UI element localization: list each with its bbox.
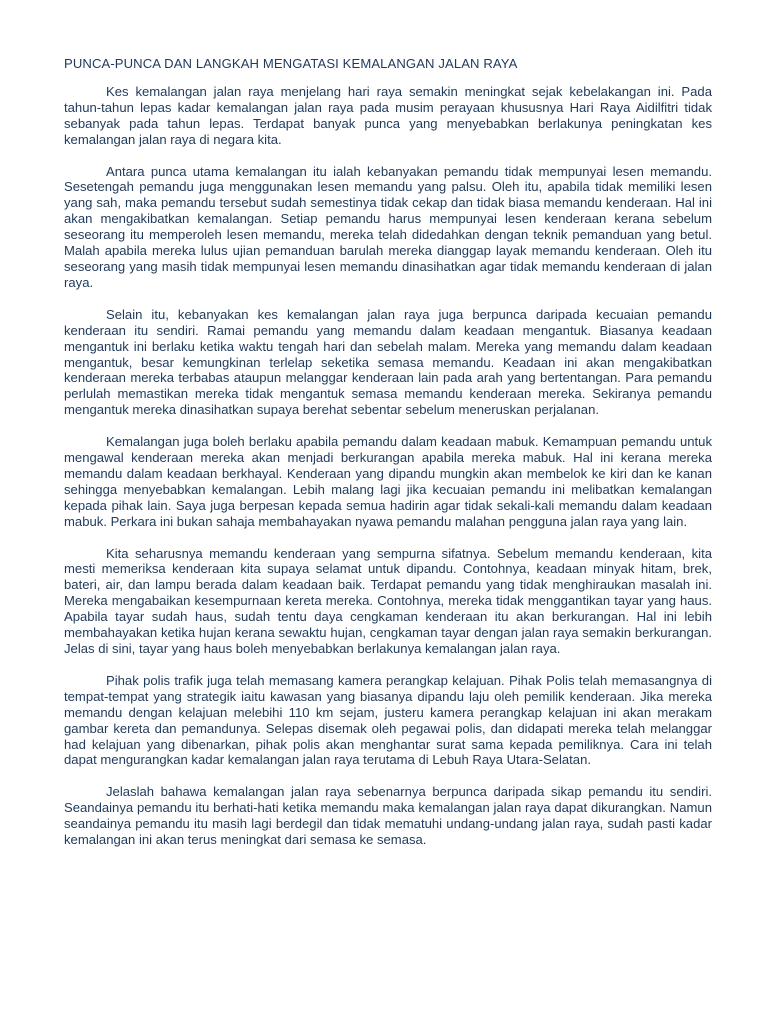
paragraph-driving-license: Antara punca utama kemalangan itu ialah kebanyakan pemandu tidak mempunyai lesen memandu. Sesetengah pemandu juga menggunakan lesen memandu yang palsu. Oleh itu, apabila tidak memiliki lesen yang sah, maka pemandu tersebut sudah semestinya tidak cekap dan tidak biasa memandu kenderaan. Hal ini akan mengakibatkan kemalangan. Setiap pemandu harus mempunyai lesen kenderaan kerana sebelum seseorang itu memperoleh lesen memandu, mereka telah didedahkan dengan teknik pemanduan yang betul. Malah apabila mereka lulus ujian pemanduan barulah mereka dianggap layak memandu kenderaan. Oleh itu seseorang yang masih tidak mempunyai lesen memandu dinasihatkan agar tidak memandu kenderaan di jalan raya. (64, 163, 712, 290)
paragraph-drowsy-driving: Selain itu, kebanyakan kes kemalangan jalan raya juga berpunca daripada kecuaian pemandu kenderaan itu sendiri. Ramai pemandu yang memandu dalam keadaan mengantuk. Biasanya keadaan mengantuk ini berlaku ketika waktu tengah hari dan sebelah malam. Mereka yang memandu dalam keadaan mengantuk, besar kemungkinan terlelap seketika semasa memandu. Keadaan ini akan mengakibatkan kenderaan mereka terbabas ataupun melanggar kenderaan lain pada arah yang bertentangan. Para pemandu perlulah memastikan mereka tidak mengantuk semasa memandu kenderaan mereka. Sekiranya pemandu mengantuk mereka dinasihatkan supaya berehat sebentar sebelum meneruskan perjalanan. (64, 306, 712, 418)
paragraph-conclusion: Jelaslah bahawa kemalangan jalan raya sebenarnya berpunca daripada sikap pemandu itu sendiri. Seandainya pemandu itu berhati-hati ketika memandu maka kemalangan jalan raya dapat dikurangkan. Namun seandainya pemandu itu masih lagi berdegil dan tidak mematuhi undang-undang jalan raya, sudah pasti kadar kemalangan ini akan terus meningkat dari semasa ke semasa. (64, 784, 712, 848)
paragraph-speed-cameras: Pihak polis trafik juga telah memasang kamera perangkap kelajuan. Pihak Polis telah memasangnya di tempat-tempat yang strategik iaitu kawasan yang biasanya dipandu laju oleh pemilik kenderaan. Jika mereka memandu dengan kelajuan melebihi 110 km sejam, justeru kamera perangkap kelajuan ini akan merakam gambar kereta dan pemandunya. Selepas disemak oleh pegawai polis, dan didapati mereka telah melanggar had kelajuan yang dibenarkan, pihak polis akan menghantar surat sama kepada pemiliknya. Cara ini telah dapat mengurangkan kadar kemalangan jalan raya terutama di Lebuh Raya Utara-Selatan. (64, 672, 712, 768)
paragraph-introduction: Kes kemalangan jalan raya menjelang hari raya semakin meningkat sejak kebelakangan ini. Pada tahun-tahun lepas kadar kemalangan jalan raya pada musim perayaan khususnya Hari Raya Aidilfitri tidak sebanyak pada tahun lepas. Terdapat banyak punca yang menyebabkan berlakunya peningkatan kes kemalangan jalan raya di negara kita. (64, 83, 712, 147)
paragraph-drunk-driving: Kemalangan juga boleh berlaku apabila pemandu dalam keadaan mabuk. Kemampuan pemandu untuk mengawal kenderaan mereka akan menjadi berkurangan apabila mereka mabuk. Hal ini kerana mereka memandu dalam keadaan berkhayal. Kenderaan yang dipandu mungkin akan membelok ke kiri dan ke kanan sehingga menyebabkan kemalangan. Lebih malang lagi jika kecuaian pemandu ini melibatkan kemalangan kepada pihak lain. Saya juga berpesan kepada semua hadirin agar tidak sekali-kali memandu dalam keadaan mabuk. Perkara ini bukan sahaja membahayakan nyawa pemandu malahan pengguna jalan raya yang lain. (64, 434, 712, 529)
document-page (64, 56, 712, 864)
paragraph-vehicle-condition: Kita seharusnya memandu kenderaan yang sempurna sifatnya. Sebelum memandu kenderaan, kita mesti memeriksa kenderaan kita supaya selamat untuk dipandu. Contohnya, keadaan minyak hitam, brek, bateri, air, dan lampu berada dalam keadaan baik. Terdapat pemandu yang tidak menghiraukan masalah ini. Mereka mengabaikan kesempurnaan kereta mereka. Contohnya, mereka tidak menggantikan tayar yang haus. Apabila tayar sudah haus, sudah tentu daya cengkaman kenderaan itu akan berkurangan. Hal ini lebih membahayakan ketika hujan kerana sewaktu hujan, cengkaman tayar dengan jalan raya semakin berkurangan. Jelas di sini, tayar yang haus boleh menyebabkan berlakunya kemalangan jalan raya. (64, 545, 712, 656)
document-title: PUNCA-PUNCA DAN LANGKAH MENGATASI KEMALANGAN JALAN RAYA (64, 56, 518, 71)
